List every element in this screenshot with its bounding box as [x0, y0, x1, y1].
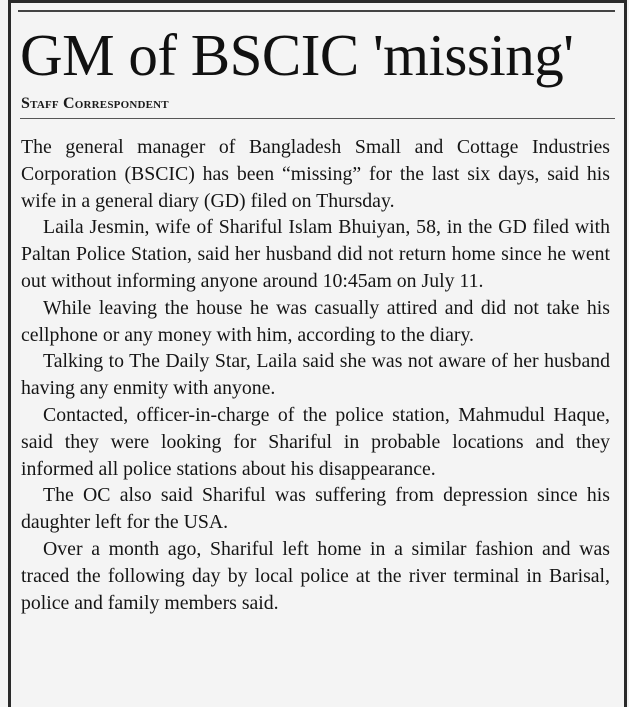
- clipping-right-edge: [624, 0, 627, 707]
- clipping-top-edge: [8, 0, 627, 3]
- headline: GM of BSCIC 'missing': [20, 22, 574, 88]
- paragraph: Contacted, officer-in-charge of the police station, Mahmudul Haque, said they were looking for Shariful in probable locations and they informed all police stations about his disappearance.: [21, 403, 610, 480]
- paragraph: The OC also said Shariful was suffering from depression since his daughter left for the USA.: [21, 484, 610, 534]
- paragraph: The general manager of Bangladesh Small and Cottage Industries Corporation (BSCIC) has been “missing” for the last six days, said his wife in a general diary (GD) filed on Thursday.: [21, 136, 610, 212]
- top-rule: [18, 10, 615, 12]
- paragraph: Over a month ago, Shariful left home in a similar fashion and was traced the following day by local police at the river terminal in Barisal, police and family members said.: [21, 537, 610, 614]
- paragraph: Talking to The Daily Star, Laila said she was not aware of her husband having any enmity with anyone.: [21, 350, 610, 400]
- article-body: [21, 134, 610, 616]
- clipping-left-edge: [8, 0, 11, 707]
- paragraph: While leaving the house he was casually attired and did not take his cellphone or any money with him, according to the diary.: [21, 296, 610, 346]
- byline: Staff Correspondent: [21, 95, 169, 112]
- byline-rule: [20, 118, 615, 119]
- paragraph: Laila Jesmin, wife of Shariful Islam Bhuiyan, 58, in the GD filed with Paltan Police Station, said her husband did not return home since he went out without informing anyone around 10:45am on July 11.: [21, 216, 610, 292]
